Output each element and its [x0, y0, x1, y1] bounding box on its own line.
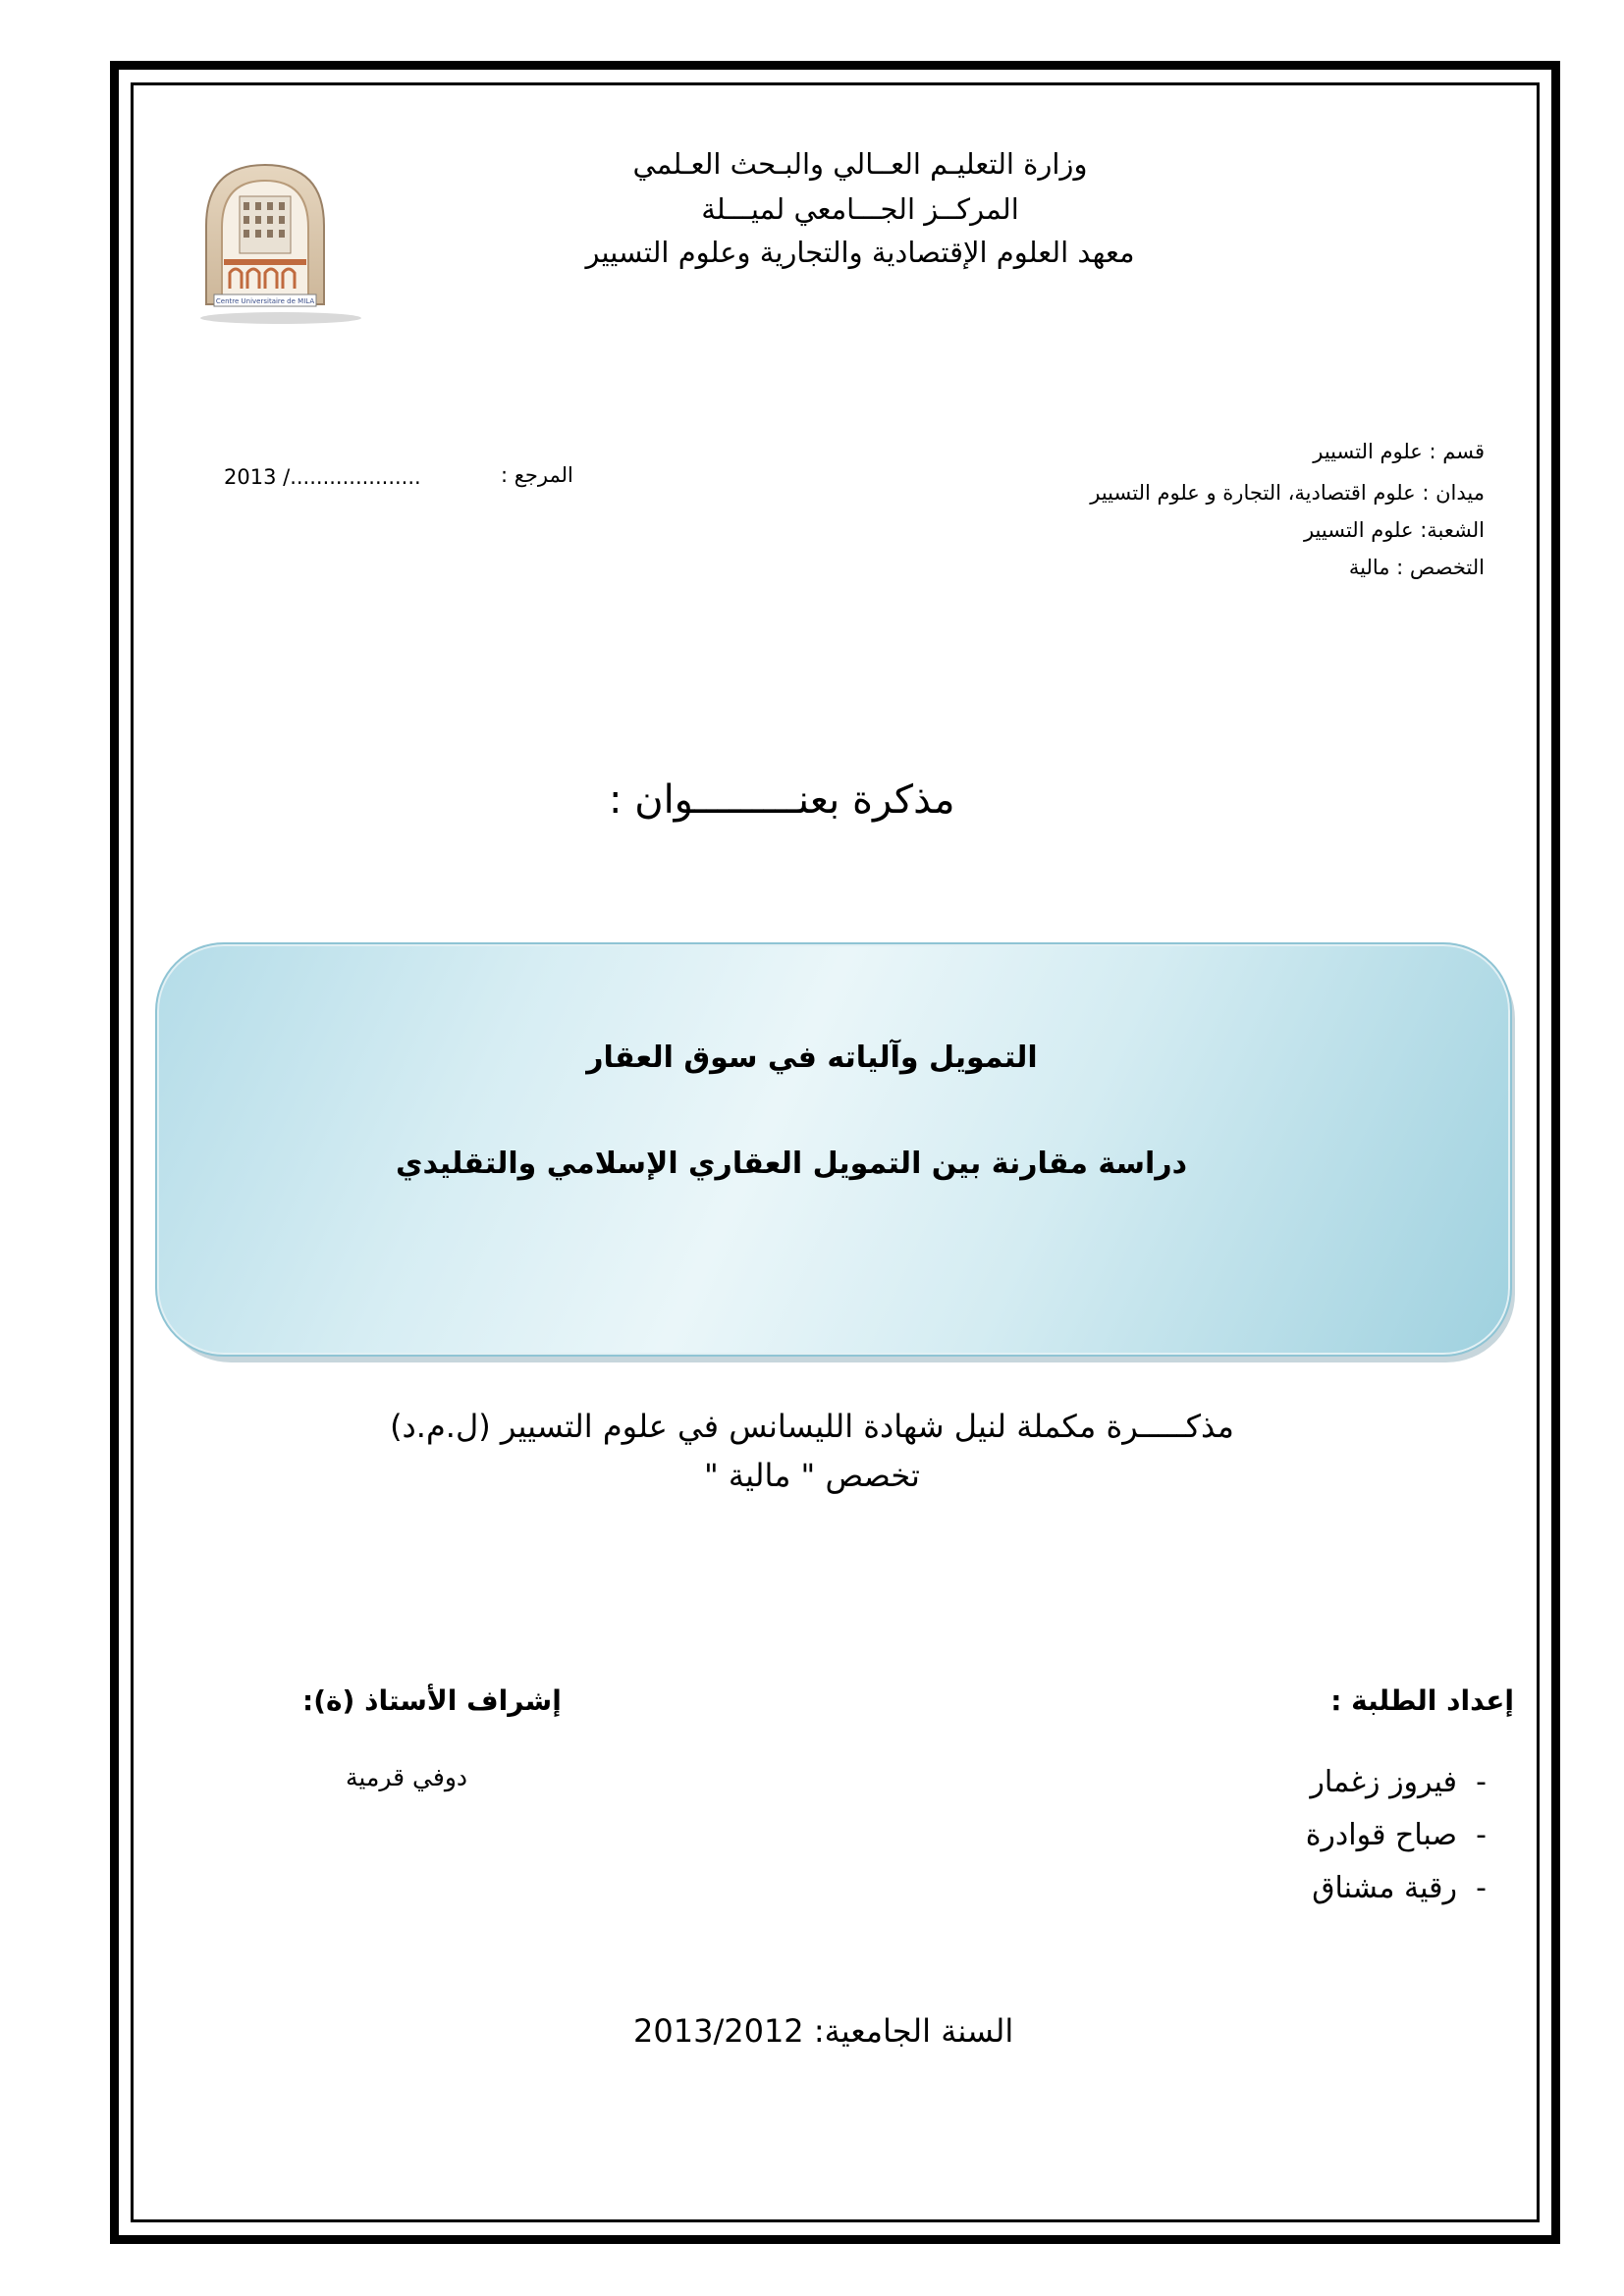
reference-label: المرجع :	[501, 463, 573, 487]
supervisor-name: دوفي قرمية	[346, 1763, 468, 1791]
university-logo	[194, 157, 381, 324]
list-bullet: -	[1476, 1818, 1487, 1852]
student-name: فيروز زغمار	[1310, 1765, 1457, 1799]
specialty-line: التخصص : مالية	[1348, 556, 1485, 579]
thesis-title: التمويل وآلياته في سوق العقار	[586, 1041, 1038, 1075]
student-name: صباح قوادرة	[1305, 1818, 1457, 1852]
list-bullet: -	[1476, 1871, 1487, 1905]
list-bullet: -	[1476, 1765, 1487, 1799]
logo-caption: Centre Universitaire de MILA	[215, 297, 315, 305]
student-name: رقية مشناق	[1312, 1871, 1457, 1905]
field-line: ميدان : علوم اقتصادية، التجارة و علوم التسيير	[1090, 481, 1485, 505]
thesis-subtitle: دراسة مقارنة بين التمويل العقاري الإسلامي والتقليدي	[395, 1147, 1187, 1181]
academic-year-label: السنة الجامعية:	[813, 2012, 1014, 2050]
academic-year-value: 2013/2012	[633, 2012, 804, 2050]
degree-line: مذكـــــرة مكملة لنيل شهادة الليسانس في علوم التسيير (ل.م.د)	[390, 1408, 1234, 1445]
ministry-name: وزارة التعليـم العــالي والبـحث العـلمي	[632, 147, 1088, 181]
institute-name: معهد العلوم الإقتصادية والتجارية وعلوم التسيير	[585, 236, 1135, 269]
university-center-name: المركــز الجـــامعي لميـــلة	[701, 192, 1019, 226]
branch-line: الشعبة: علوم التسيير	[1303, 518, 1485, 542]
students-heading: إعداد الطلبة :	[1330, 1684, 1514, 1717]
academic-year	[633, 2012, 1013, 2050]
reference-value: 2013 /....................	[224, 465, 421, 489]
degree-specialty: تخصص " مالية "	[704, 1457, 920, 1494]
department-line: قسم : علوم التسيير	[1313, 440, 1485, 463]
memo-title-label: مذكرة بعنـــــــــوان :	[609, 777, 955, 823]
supervisor-heading: إشراف الأستاذ (ة):	[302, 1684, 562, 1717]
